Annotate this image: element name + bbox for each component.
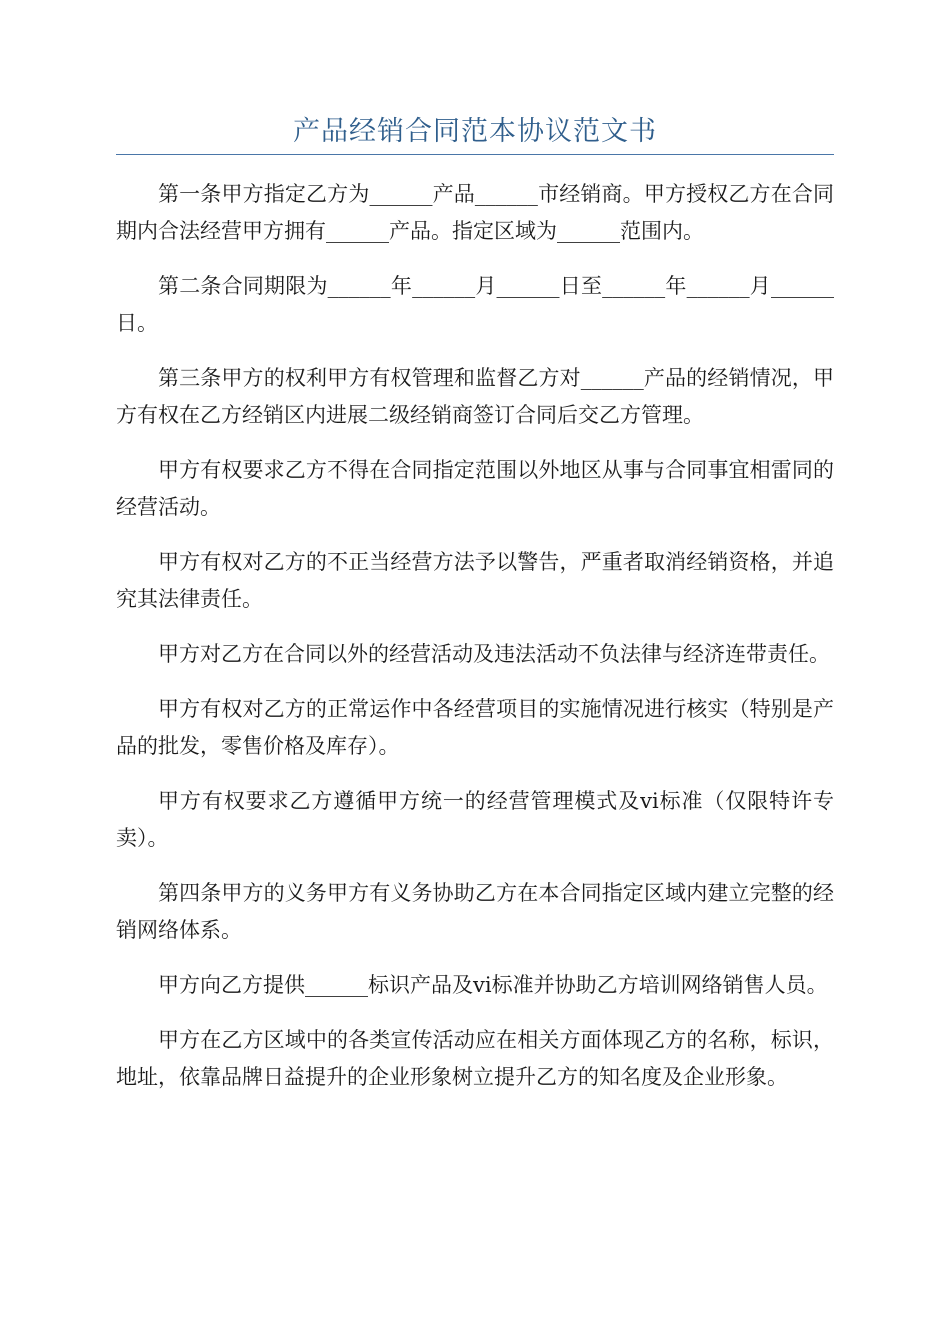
paragraph-article-3: 第三条甲方的权利甲方有权管理和监督乙方对______产品的经销情况，甲方有权在乙方经销区内进展二级经销商签订合同后交乙方管理。 [116,366,834,427]
paragraph-party-a-right-5: 甲方有权对乙方的正常运作中各经营项目的实施情况进行核实（特别是产品的批发，零售价格及库存）。 [116,697,834,758]
paragraph-party-a-right-4: 甲方对乙方在合同以外的经营活动及违法活动不负法律与经济连带责任。 [158,642,830,666]
document-title: 产品经销合同范本协议范文书 [293,116,657,147]
paragraph-party-a-right-3: 甲方有权对乙方的不正当经营方法予以警告，严重者取消经销资格，并追究其法律责任。 [116,550,834,611]
title-underline [116,154,834,155]
paragraph-article-4: 第四条甲方的义务甲方有义务协助乙方在本合同指定区域内建立完整的经销网络体系。 [116,881,834,942]
document-body [116,176,834,1114]
paragraph-party-a-right-2: 甲方有权要求乙方不得在合同指定范围以外地区从事与合同事宜相雷同的经营活动。 [116,458,834,519]
paragraph-article-1: 第一条甲方指定乙方为______产品______市经销商。甲方授权乙方在合同期内合法经营甲方拥有______产品。指定区域为______范围内。 [116,182,834,243]
paragraph-article-2: 第二条合同期限为______年______月______日至______年______月______日。 [116,274,834,335]
paragraph-party-a-right-6: 甲方有权要求乙方遵循甲方统一的经营管理模式及vi标准（仅限特许专卖）。 [116,789,834,850]
paragraph-party-a-duty-3: 甲方在乙方区域中的各类宣传活动应在相关方面体现乙方的名称，标识，地址，依靠品牌日益提升的企业形象树立提升乙方的知名度及企业形象。 [116,1028,834,1089]
paragraph-party-a-duty-2: 甲方向乙方提供______标识产品及vi标准并协助乙方培训网络销售人员。 [158,973,828,997]
